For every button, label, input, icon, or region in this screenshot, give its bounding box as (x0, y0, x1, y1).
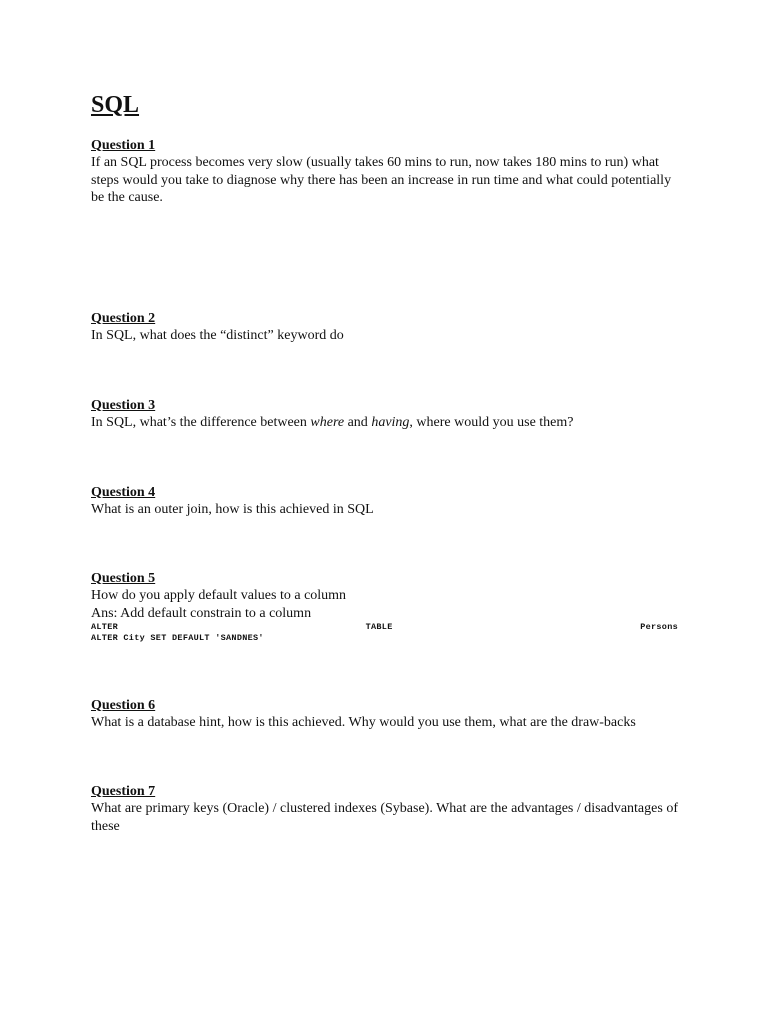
question-3-text-mid: and (344, 415, 372, 430)
code-line-1-word-1: ALTER (91, 622, 119, 632)
question-6 (91, 697, 678, 732)
question-3-text-after: , where would you use them? (409, 415, 574, 430)
question-2-text: In SQL, what does the “distinct” keyword do (91, 328, 344, 343)
question-3-text (91, 414, 678, 432)
question-4 (91, 484, 678, 519)
question-5-answer: Ans: Add default constrain to a column (91, 605, 312, 621)
question-3-text-before: In SQL, what’s the difference between (91, 415, 311, 430)
question-5-text: How do you apply default values to a column (91, 588, 347, 603)
question-1-text: If an SQL process becomes very slow (usually takes 60 mins to run, now takes 180 mins to run) what steps would you take to diagnose why there has been an increase in run time and what could potentially be the cause. (91, 155, 672, 205)
code-line-1-word-2: TABLE (365, 622, 393, 632)
question-5 (91, 570, 678, 644)
question-7-heading: Question 7 (91, 784, 156, 799)
question-4-text: What is an outer join, how is this achieved in SQL (91, 502, 374, 517)
code-line-2: ALTER City SET DEFAULT 'SANDNES' (91, 633, 264, 643)
question-7 (91, 783, 678, 835)
question-3-having-keyword: having (371, 415, 410, 430)
question-7-text: What are primary keys (Oracle) / clustered indexes (Sybase). What are the advantages / disadvantages of these (91, 801, 678, 834)
question-3-where-keyword: where (310, 415, 345, 430)
question-3-heading: Question 3 (91, 398, 156, 413)
question-1 (91, 137, 678, 207)
code-line-1-word-3: Persons (640, 622, 678, 632)
document-title: SQL (91, 92, 140, 118)
question-2 (91, 310, 678, 345)
question-1-heading: Question 1 (91, 138, 156, 153)
question-4-heading: Question 4 (91, 485, 156, 500)
question-3 (91, 397, 678, 432)
question-6-heading: Question 6 (91, 698, 156, 713)
question-6-text: What is a database hint, how is this achieved. Why would you use them, what are the draw-backs (91, 715, 636, 730)
question-5-code-block (91, 622, 678, 644)
question-2-heading: Question 2 (91, 311, 156, 326)
question-5-heading: Question 5 (91, 571, 156, 586)
code-line-1 (91, 622, 678, 633)
